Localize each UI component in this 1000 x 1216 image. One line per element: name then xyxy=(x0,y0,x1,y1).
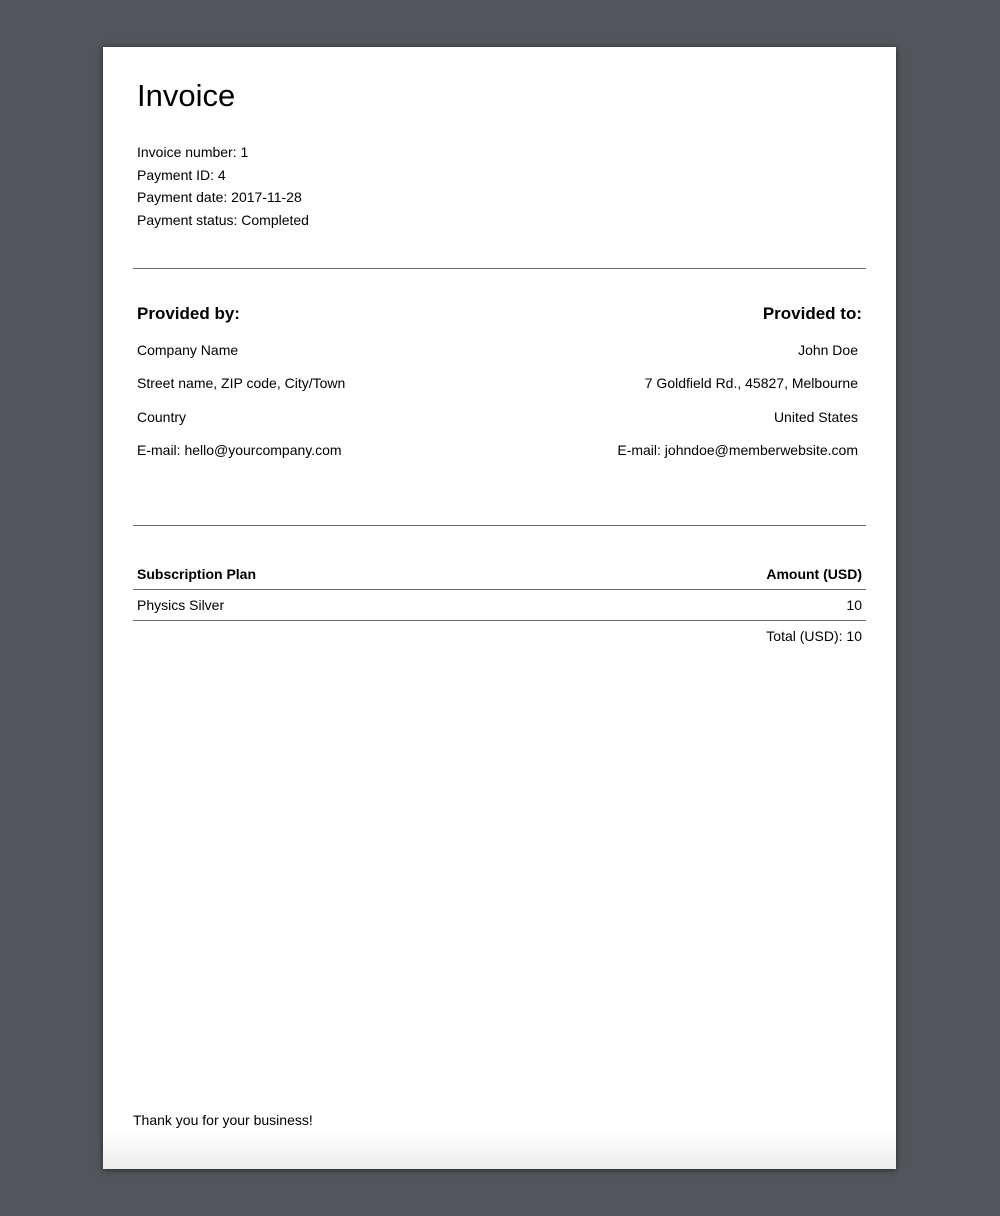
provided-to-heading: Provided to: xyxy=(762,304,862,323)
column-header-amount: Amount (USD) xyxy=(766,566,862,582)
total-row xyxy=(133,621,866,651)
table-header-row xyxy=(133,559,866,590)
invoice-meta xyxy=(137,141,309,232)
payment-status: Payment status: Completed xyxy=(137,212,309,229)
divider-middle xyxy=(133,525,866,526)
plan-name-cell: Physics Silver xyxy=(137,597,225,613)
provider-country: Country xyxy=(137,408,187,425)
customer-email: E-mail: johndoe@memberwebsite.com xyxy=(617,441,858,458)
provider-email: E-mail: hello@yourcompany.com xyxy=(137,441,342,458)
invoice-table xyxy=(133,559,866,651)
payment-date: Payment date: 2017-11-28 xyxy=(137,189,302,206)
customer-country: United States xyxy=(773,408,858,425)
invoice-page xyxy=(103,47,896,1169)
provider-address: Street name, ZIP code, City/Town xyxy=(137,375,346,392)
invoice-number: Invoice number: 1 xyxy=(137,144,249,160)
provided-by-section xyxy=(137,303,345,467)
amount-cell: 10 xyxy=(846,597,862,613)
column-header-plan: Subscription Plan xyxy=(137,566,257,582)
customer-address: 7 Goldfield Rd., 45827, Melbourne xyxy=(644,375,858,392)
thank-you-note: Thank you for your business! xyxy=(133,1112,313,1128)
provided-by-heading: Provided by: xyxy=(137,304,240,323)
table-row xyxy=(133,590,866,621)
invoice-title: Invoice xyxy=(137,78,236,113)
provided-to-section xyxy=(617,303,862,467)
provider-company: Company Name xyxy=(137,342,239,358)
divider-top xyxy=(133,268,866,269)
total-amount: Total (USD): 10 xyxy=(766,628,862,644)
payment-id: Payment ID: 4 xyxy=(137,166,226,183)
customer-name: John Doe xyxy=(798,342,858,358)
